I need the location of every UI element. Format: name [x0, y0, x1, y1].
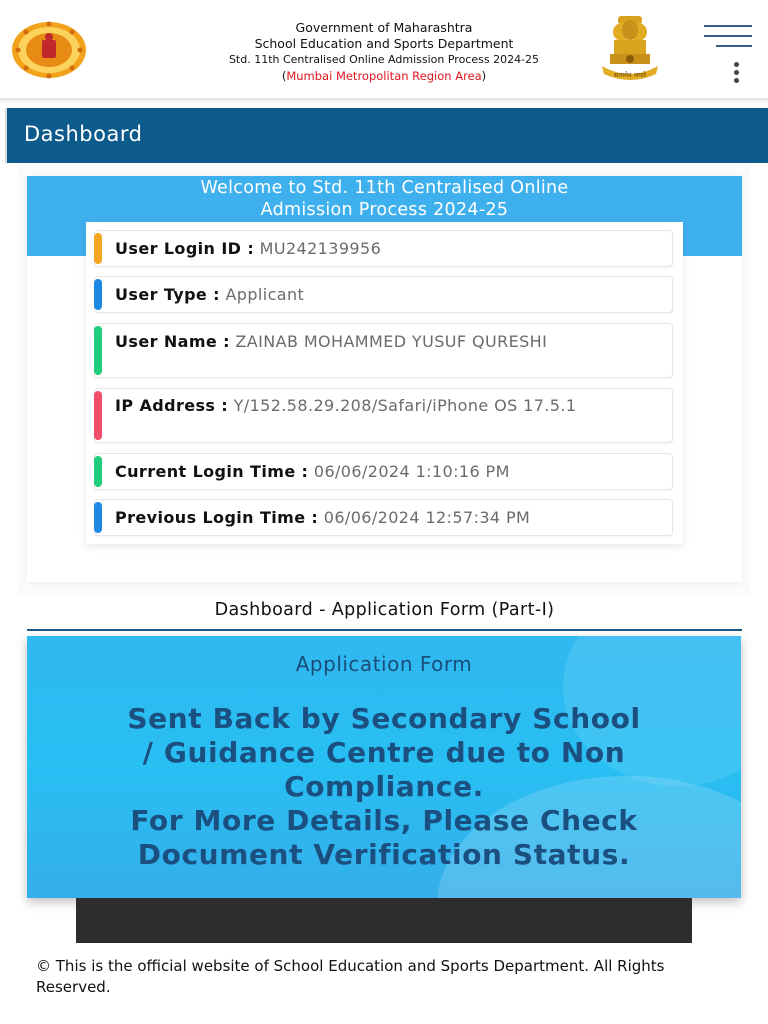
- status-line-2: / Guidance Centre due to Non: [142, 736, 626, 769]
- application-card-title: Application Form: [295, 652, 473, 676]
- status-line-3: Compliance.: [284, 770, 484, 803]
- region-close-paren: ): [481, 69, 487, 83]
- application-section-title: Dashboard - Application Form (Part-I): [214, 600, 555, 620]
- header-department: School Education and Sports Department: [254, 36, 514, 51]
- previous-login-time-row: [94, 499, 673, 536]
- row-accent: [94, 456, 102, 487]
- user-login-id-value: MU242139956: [259, 239, 382, 258]
- footer-copyright: © This is the official website of School Education and Sports Department. All Rights Reserved.: [36, 957, 665, 996]
- row-accent: [94, 502, 102, 533]
- application-status-card[interactable]: [27, 636, 741, 898]
- current-login-time-row: [94, 453, 673, 490]
- dark-panel: [76, 898, 692, 943]
- user-login-id-label: User Login ID :: [115, 239, 255, 258]
- hamburger-menu-icon[interactable]: [704, 25, 752, 47]
- dashboard-bar: [5, 108, 768, 163]
- user-type-label: User Type :: [115, 285, 220, 304]
- current-login-time-label: Current Login Time :: [115, 462, 309, 481]
- user-name-row: [94, 323, 673, 378]
- row-accent: [94, 326, 102, 375]
- row-accent: [94, 391, 102, 440]
- user-name-value: ZAINAB MOHAMMED YUSUF QURESHI: [235, 332, 548, 351]
- welcome-title-line1: Welcome to Std. 11th Centralised Online: [200, 178, 569, 198]
- national-emblem-icon: [596, 14, 664, 84]
- welcome-title-line2: Admission Process 2024-25: [260, 200, 509, 220]
- row-accent: [94, 279, 102, 310]
- user-name-label: User Name :: [115, 332, 230, 351]
- user-login-id-row: [94, 230, 673, 267]
- vertical-dots-icon[interactable]: [733, 62, 741, 82]
- dashboard-title: Dashboard: [24, 122, 143, 146]
- welcome-title: [27, 177, 742, 221]
- previous-login-time-label: Previous Login Time :: [115, 508, 319, 527]
- status-line-4: For More Details, Please Check: [130, 804, 638, 837]
- header-process: Std. 11th Centralised Online Admission Process 2024-25: [228, 53, 540, 66]
- current-login-time-value: 06/06/2024 1:10:16 PM: [313, 462, 510, 481]
- ip-address-row: [94, 388, 673, 443]
- user-info-panel: [86, 222, 683, 544]
- header-govt: Government of Maharashtra: [295, 20, 473, 35]
- header-region-line: [110, 68, 658, 84]
- status-line-1: Sent Back by Secondary School: [127, 702, 641, 735]
- header-titles: [110, 20, 658, 84]
- application-status-message: [37, 702, 731, 872]
- row-accent: [94, 233, 102, 264]
- emblem-caption: सत्यमेव जयते: [614, 71, 646, 79]
- header-region: Mumbai Metropolitan Region Area: [286, 69, 482, 83]
- ip-address-label: IP Address :: [115, 396, 229, 415]
- region-open-paren: (: [281, 69, 287, 83]
- ip-address-value: Y/152.58.29.208/Safari/iPhone OS 17.5.1: [233, 396, 577, 415]
- previous-login-time-value: 06/06/2024 12:57:34 PM: [323, 508, 531, 527]
- section-divider: [27, 629, 742, 631]
- user-type-row: [94, 276, 673, 313]
- maharashtra-seal-icon[interactable]: [10, 20, 88, 80]
- status-line-5: Document Verification Status.: [137, 838, 631, 871]
- user-type-value: Applicant: [225, 285, 305, 304]
- site-header: [0, 0, 768, 100]
